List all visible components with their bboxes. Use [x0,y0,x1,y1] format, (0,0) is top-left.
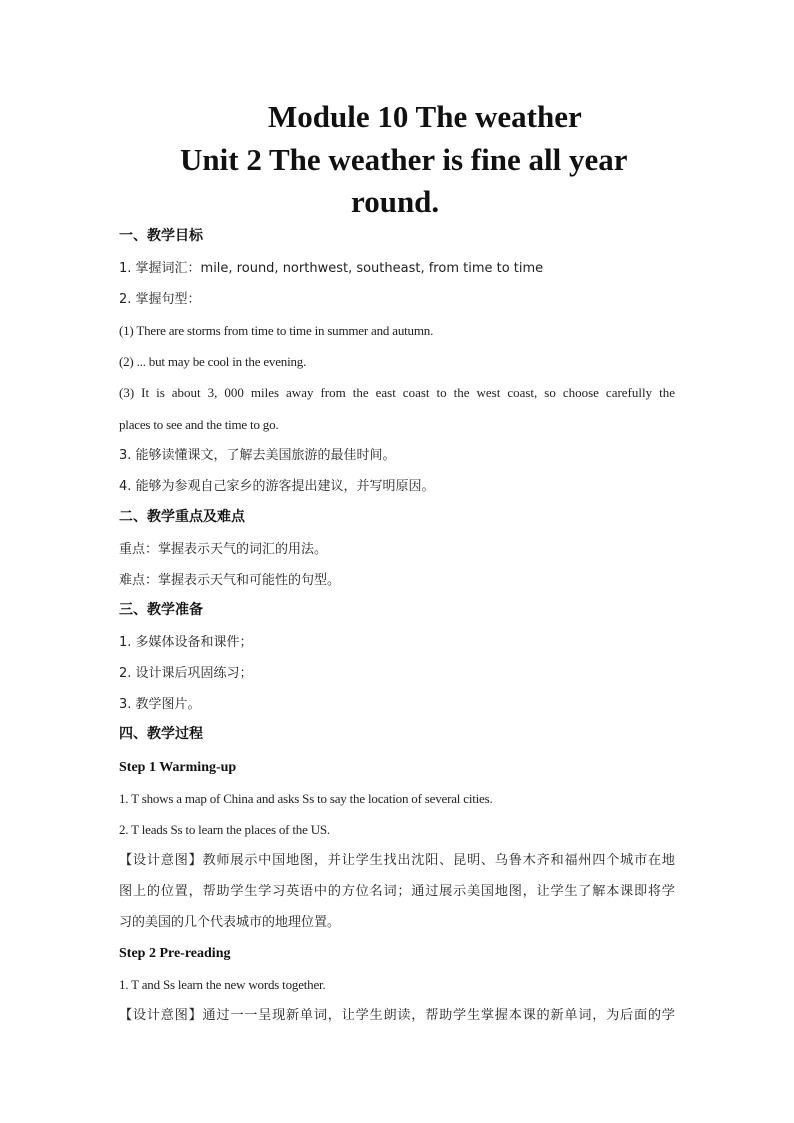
step-1-item-2: 2. T leads Ss to learn the places of the US. [119,822,330,837]
difficult-point: 难点：掌握表示天气和可能性的句型。 [119,573,341,588]
section-heading-preparation: 三、教学准备 [119,602,203,618]
step-1-intent-line-1: 【设计意图】教师展示中国地图，并让学生找出沈阳、昆明、乌鲁木齐和福州四个城市在地 [119,853,675,868]
section-heading-key-points: 二、教学重点及难点 [119,509,245,525]
step-1-title: Step 1 Warming-up [119,760,237,775]
key-point: 重点：掌握表示天气的词汇的用法。 [119,542,328,557]
preparation-item-2: 2. 设计课后巩固练习； [119,666,253,681]
objective-vocabulary: 1. 掌握词汇：mile, round, northwest, southeast, from time to time [119,261,544,276]
unit-title-line-1: Unit 2 The weather is fine all year [180,142,628,177]
objective-reading: 3. 能够读懂课文，了解去美国旅游的最佳时间。 [119,448,396,463]
step-1-intent-line-2: 图上的位置，帮助学生学习英语中的方位名词；通过展示美国地图，让学生了解本课即将学 [119,884,675,899]
sentence-pattern-2: (2) ... but may be cool in the evening. [119,354,307,369]
step-1-intent-line-3: 习的美国的几个代表城市的地理位置。 [119,915,341,930]
section-heading-objectives: 一、教学目标 [119,228,203,244]
step-2-intent-line-1: 【设计意图】通过一一呈现新单词，让学生朗读，帮助学生掌握本课的新单词，为后面的学 [119,1008,675,1023]
module-title: Module 10 The weather [268,99,582,134]
section-heading-process: 四、教学过程 [119,726,203,742]
objective-writing: 4. 能够为参观自己家乡的游客提出建议，并写明原因。 [119,479,435,494]
preparation-item-1: 1. 多媒体设备和课件； [119,635,253,650]
unit-title-line-2: round. [351,184,440,219]
sentence-pattern-3-line-1: (3) It is about 3, 000 miles away from the east coast to the west coast, so choose carefully the [119,385,675,400]
step-2-item-1: 1. T and Ss learn the new words together. [119,977,326,992]
sentence-pattern-1: (1) There are storms from time to time in summer and autumn. [119,323,434,338]
preparation-item-3: 3. 教学图片。 [119,697,201,712]
objective-sentences: 2. 掌握句型： [119,292,201,307]
step-1-item-1: 1. T shows a map of China and asks Ss to say the location of several cities. [119,791,493,806]
step-2-title: Step 2 Pre-reading [119,946,231,961]
sentence-pattern-3-line-2: places to see and the time to go. [119,417,279,432]
